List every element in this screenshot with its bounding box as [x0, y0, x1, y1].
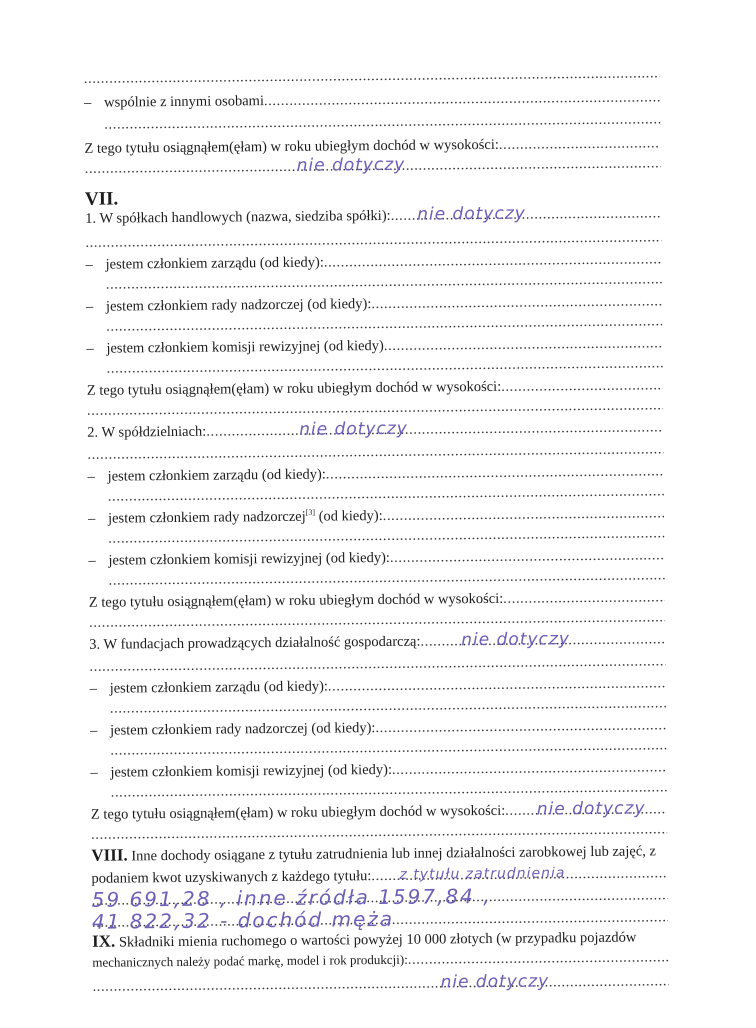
handwritten-not-applicable: nie dotyczy	[536, 798, 646, 820]
other-income-label: VIII. Inne dochody osiągane z tytułu zatrudnienia lub innej działalności zarobkowej lub zajęć, z	[91, 843, 656, 865]
movable-assets-label: IX. Składniki mienia ruchomego o wartości powyżej 10 000 złotych (w przypadku pojazdów	[92, 929, 637, 951]
board-label: jestem członkiem zarządu (od kiedy):	[109, 678, 328, 697]
cooperatives-label: 2. W spółdzielniach:	[87, 423, 207, 441]
bullet-dash: –	[86, 340, 94, 357]
movable-assets-value	[92, 965, 668, 995]
bullet-dash: –	[90, 722, 98, 739]
handwritten-not-applicable: nie dotyczy	[296, 154, 406, 176]
foundations-label: 3. W fundacjach prowadzących działalność gospodarczą:	[89, 633, 421, 653]
income-label: Z tego tytułu osiągnąłem(ęłam) w roku ubiegłym dochód w wysokości:	[90, 802, 506, 823]
supervisory-label: jestem członkiem rady nadzorczej (od kiedy):	[105, 296, 372, 315]
dotted-line	[84, 105, 660, 133]
supervisory-label: jestem członkiem rady nadzorczej (od kiedy):	[110, 720, 376, 739]
section-ix-heading: IX.	[92, 931, 116, 951]
movable-assets-label-2: mechanicznych należy podać markę, model i rok produkcji):	[92, 951, 408, 970]
other-income-label-2: podaniem kwot uzyskiwanych z każdego tytułu:	[91, 868, 372, 887]
income-label: Z tego tytułu osiągnąłem(ęłam) w roku ubiegłym dochód w wysokości:	[84, 136, 499, 157]
bullet-dash: –	[87, 510, 96, 527]
board-label: jestem członkiem zarządu (od kiedy):	[107, 466, 326, 485]
handwritten-amounts: 59 691,28 , inne źródła 1597,84 ,	[91, 883, 492, 912]
handwritten-not-applicable: nie dotyczy	[461, 629, 570, 651]
handwritten-spouse-income: 41 822,32 - dochód męża	[91, 906, 395, 934]
jointly-label: wspólnie z innymi osobami	[103, 93, 265, 111]
section-viii-heading: VIII.	[91, 845, 128, 865]
companies-label: 1. W spółkach handlowych (nazwa, siedziba spółki):	[85, 207, 391, 227]
bullet-dash: –	[87, 468, 95, 485]
handwritten-employment: z tytułu zatrudnienia	[399, 865, 566, 883]
handwritten-not-applicable: nie dotyczy	[299, 418, 408, 440]
section-vii-heading: VII.	[84, 188, 119, 210]
supervisory-label: jestem członkiem rady nadzorczej[3] (od kiedy):	[107, 507, 383, 527]
audit-label: jestem członkiem komisji rewizyjnej (od kiedy):	[110, 761, 393, 781]
handwritten-not-applicable: nie dotyczy	[440, 971, 550, 993]
companies-line	[85, 197, 661, 227]
audit-label: jestem członkiem komisji rewizyjnej (od kiedy):	[108, 549, 390, 569]
bullet-dash: –	[83, 94, 92, 111]
bullet-dash: –	[88, 552, 96, 569]
income-label: Z tego tytułu osiągnąłem(ęłam) w roku ubiegłym dochód w wysokości:	[86, 378, 502, 399]
income-value-line	[85, 147, 661, 177]
bullet-dash: –	[90, 764, 98, 781]
dotted-line	[84, 59, 660, 87]
income-label: Z tego tytułu osiągnąłem(ęłam) w roku ubiegłym dochód w wysokości:	[88, 590, 504, 611]
footnote-ref: [3]	[305, 507, 316, 517]
bullet-dash: –	[89, 680, 98, 697]
bullet-dash: –	[85, 298, 94, 315]
board-label: jestem członkiem zarządu (od kiedy):	[105, 254, 324, 273]
handwritten-not-applicable: nie dotyczy	[417, 203, 526, 225]
bullet-dash: –	[85, 256, 93, 273]
audit-label: jestem członkiem komisji rewizyjnej (od kiedy)	[106, 337, 384, 357]
